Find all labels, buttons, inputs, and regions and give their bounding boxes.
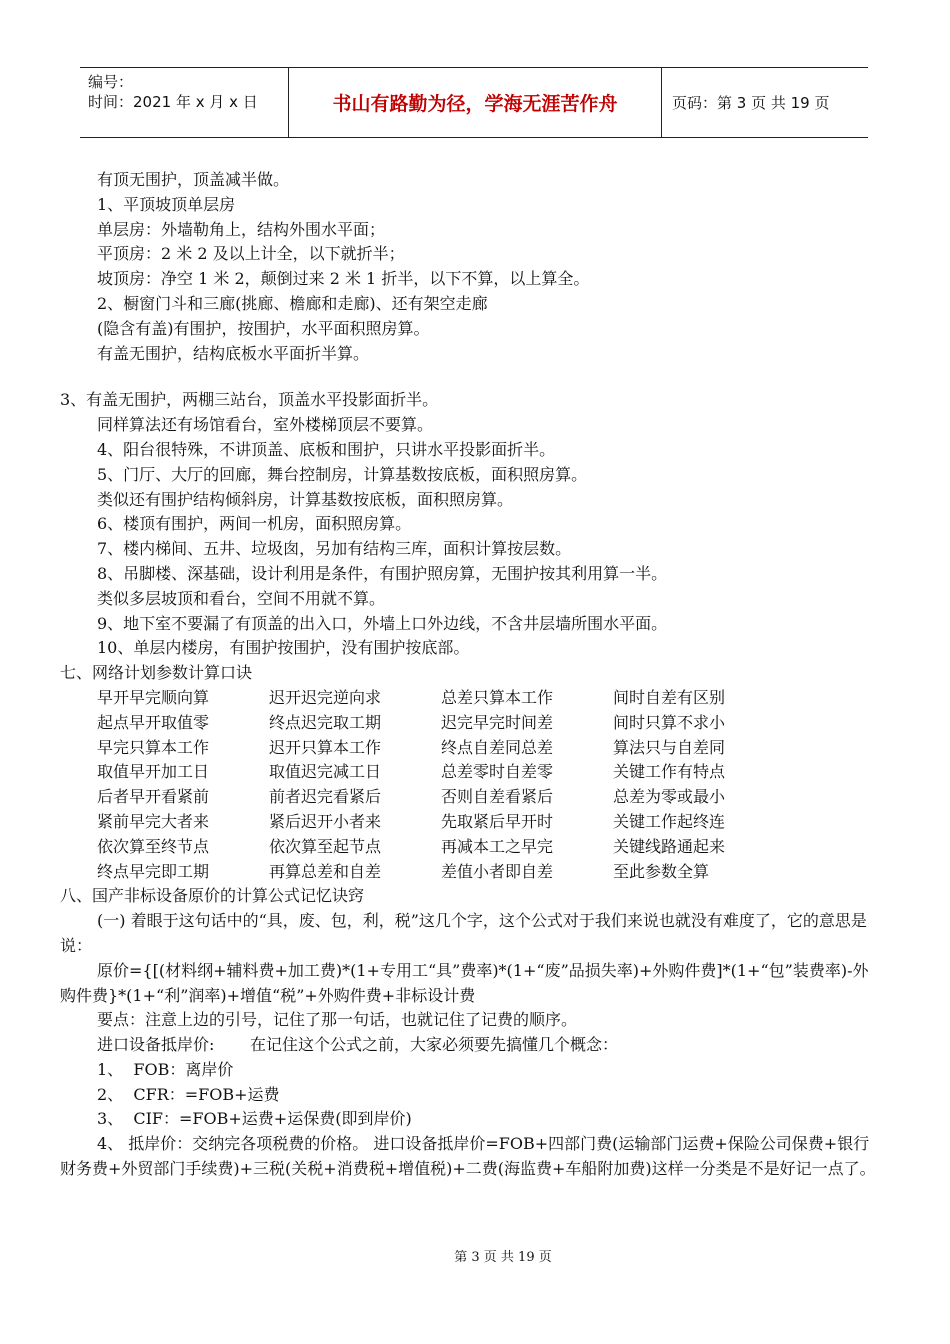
text-line: 进口设备抵岸价: 在记住这个公式之前，大家必须要先搞懂几个概念： (97, 1035, 618, 1055)
poem-row (0, 736, 950, 761)
text-line: 8、吊脚楼、深基础，设计利用是条件，有围护照房算，无围护按其利用算一半。 (97, 563, 668, 583)
text-line: (隐含有盖)有围护，按围护，水平面积照房算。 (97, 318, 430, 338)
poem-cell: 取值早开加工日 (97, 762, 210, 782)
poem-row (0, 860, 950, 885)
poem-cell: 间时只算不求小 (613, 712, 726, 732)
text-line: 3、 CIF：=FOB+运费+运保费(即到岸价) (97, 1109, 412, 1129)
text-line: 4、阳台很特殊，不讲顶盖、底板和围护，只讲水平投影面折半。 (97, 439, 556, 459)
poem-cell: 起点早开取值零 (97, 712, 210, 732)
poem-cell: 关键工作起终连 (613, 811, 726, 831)
text-line: 有盖无围护，结构底板水平面折半算。 (97, 343, 370, 363)
text-line: 要点：注意上边的引号，记住了那一句话，也就记住了记费的顺序。 (97, 1010, 578, 1030)
poem-row (0, 785, 950, 810)
poem-cell: 关键线路通起来 (613, 836, 726, 856)
document-date: 时间：2021 年 x 月 x 日 (88, 93, 258, 111)
poem-cell: 差值小者即自差 (441, 861, 554, 881)
text-line: 平顶房：2 米 2 及以上计全，以下就折半； (97, 244, 405, 264)
text-line: 6、楼顶有围护，两间一机房，面积照房算。 (97, 514, 412, 534)
page-footer: 第 3 页 共 19 页 (454, 1250, 552, 1265)
poem-cell: 后者早开看紧前 (97, 787, 210, 807)
header-page-info: 页码：第 3 页 共 19 页 (672, 94, 830, 112)
text-line: 2、橱窗门斗和三廊(挑廊、檐廊和走廊)、还有架空走廊 (97, 293, 488, 313)
poem-cell: 至此参数全算 (613, 861, 710, 881)
poem-cell: 迟完早完时间差 (441, 712, 554, 732)
poem-cell: 总差为零或最小 (613, 787, 726, 807)
text-line: 类似还有围护结构倾斜房，计算基数按底板，面积照房算。 (97, 489, 514, 509)
poem-cell: 算法只与自差同 (613, 737, 726, 757)
poem-cell: 关键工作有特点 (613, 762, 726, 782)
formula-paragraph: 原价={[(材料纲+辅料费+加工费)*(1+专用工“具”费率)*(1+“废”品损失率)+外购件费]*(1+“包”装费率)-外购件费}*(1+“利”润率)+增值“税”+外购件费+非标设计费 (60, 960, 869, 1005)
poem-cell: 取值迟完减工日 (269, 762, 382, 782)
poem-cell: 早开早完顺向算 (97, 687, 210, 707)
poem-row (0, 686, 950, 711)
text-paragraph: (一) 着眼于这句话中的“具，废、包，利，税”这几个字，这个公式对于我们来说也就没有难度了，它的意思是说： (60, 911, 867, 955)
poem-cell: 依次算至终节点 (97, 836, 210, 856)
text-line: 1、平顶坡顶单层房 (97, 194, 236, 214)
page-header (80, 67, 868, 138)
poem-cell: 先取紧后早开时 (441, 811, 554, 831)
header-motto: 书山有路勤为径，学海无涯苦作舟 (289, 68, 662, 137)
text-line: 2、 CFR：=FOB+运费 (97, 1084, 280, 1104)
poem-cell: 终点早完即工期 (97, 861, 210, 881)
poem-cell: 总差只算本工作 (441, 687, 554, 707)
text-line: 5、门厅、大厅的回廊，舞台控制房，计算基数按底板，面积照房算。 (97, 464, 588, 484)
text-line: 9、地下室不要漏了有顶盖的出入口，外墙上口外边线，不含井层墙所围水平面。 (97, 613, 668, 633)
document-body (0, 168, 950, 1182)
poem-cell: 早完只算本工作 (97, 737, 210, 757)
poem-cell: 迟开迟完逆向求 (269, 687, 382, 707)
poem-cell: 总差零时自差零 (441, 762, 554, 782)
header-meta (80, 68, 289, 137)
section-heading: 八、国产非标设备原价的计算公式记忆诀窍 (60, 886, 365, 906)
text-line: 10、单层内楼房，有围护按围护，没有围护按底部。 (97, 638, 470, 658)
text-line: 同样算法还有场馆看台，室外楼梯顶层不要算。 (97, 415, 434, 435)
poem-cell: 再算总差和自差 (269, 861, 382, 881)
poem-cell: 否则自差看紧后 (441, 787, 554, 807)
poem-cell: 紧前早完大者来 (97, 811, 210, 831)
document-number-label: 编号： (88, 73, 134, 91)
text-line: 1、 FOB：离岸价 (97, 1059, 234, 1079)
poem-cell: 迟开只算本工作 (269, 737, 382, 757)
poem-cell: 终点迟完取工期 (269, 712, 382, 732)
poem-cell: 间时自差有区别 (613, 687, 726, 707)
poem-cell: 终点自差同总差 (441, 737, 554, 757)
poem-row (0, 835, 950, 860)
section-heading: 七、网络计划参数计算口诀 (60, 663, 253, 683)
text-line: 单层房：外墙勒角上，结构外围水平面； (97, 219, 386, 239)
text-line: 有顶无围护，顶盖减半做。 (97, 170, 290, 189)
poem-row (0, 711, 950, 736)
text-line: 类似多层坡顶和看台，空间不用就不算。 (97, 588, 386, 608)
poem-cell: 再减本工之早完 (441, 836, 554, 856)
poem-cell: 依次算至起节点 (269, 836, 382, 856)
text-line: 3、有盖无围护，两棚三站台，顶盖水平投影面折半。 (60, 390, 439, 410)
poem-row (0, 760, 950, 785)
text-line: 7、楼内梯间、五井、垃圾囱，另加有结构三库，面积计算按层数。 (97, 539, 572, 559)
text-paragraph: 4、 抵岸价：交纳完各项税费的价格。 进口设备抵岸价=FOB+四部门费(运输部门运费+保险公司保费+银行财务费+外贸部门手续费)+三税(关税+消费税+增值税)+二费(海监费+车船附加费)这样一分类是不是好记一点了。 (60, 1134, 876, 1179)
text-line: 坡顶房：净空 1 米 2，颠倒过来 2 米 1 折半，以下不算，以上算全。 (97, 269, 590, 289)
poem-cell: 前者迟完看紧后 (269, 787, 382, 807)
poem-cell: 紧后迟开小者来 (269, 811, 382, 831)
poem-row (0, 810, 950, 835)
